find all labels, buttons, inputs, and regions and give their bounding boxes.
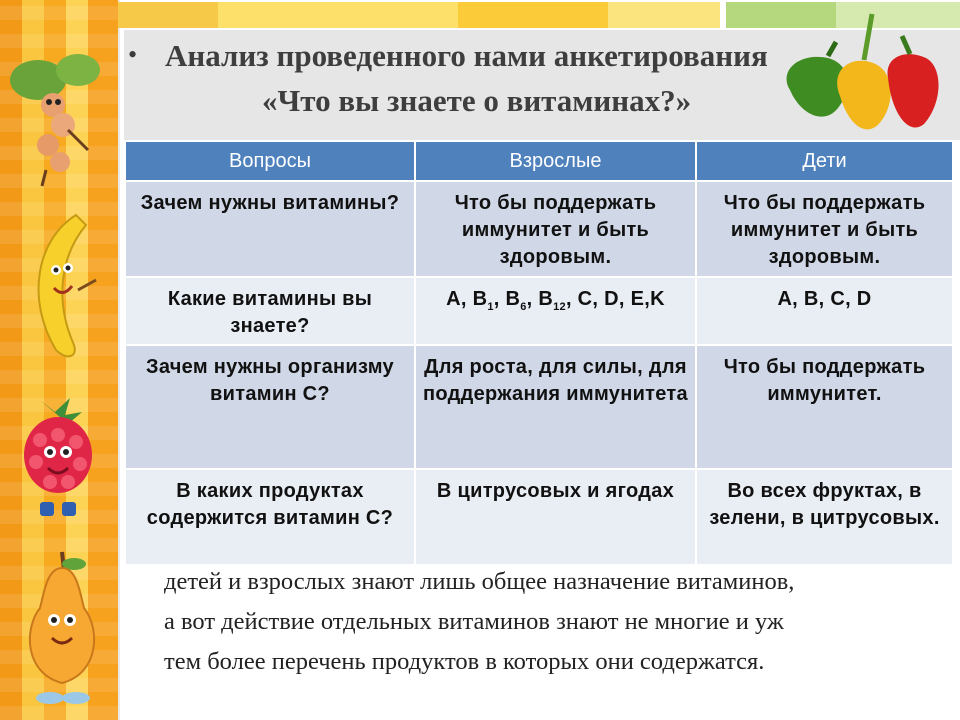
cell-children: Во всех фруктах, в зелени, в цитрусовых. — [696, 469, 953, 565]
vitamin-text: , C, D, E,K — [565, 288, 665, 310]
table-row — [125, 181, 953, 277]
page-title: Анализ проведенного нами анкетирования — [165, 38, 768, 73]
cell-question: Какие витамины вы знаете? — [125, 277, 415, 345]
conclusion-line: тем более перечень продуктов в которых они содержатся. — [164, 648, 765, 675]
cell-adults — [415, 277, 696, 345]
table-row — [125, 277, 953, 345]
conclusion-text — [164, 562, 954, 682]
vitamin-text: A, B — [446, 288, 488, 310]
header-children: Дети — [696, 141, 953, 181]
table-header-row — [125, 141, 953, 181]
cell-adults: Для роста, для силы, для поддержания иммунитета — [415, 345, 696, 469]
cell-children: Что бы поддержать иммунитет и быть здоровым. — [696, 181, 953, 277]
vitamin-text: , B — [526, 288, 554, 310]
pear-character-illustration — [12, 548, 112, 713]
cell-children: Что бы поддержать иммунитет. — [696, 345, 953, 469]
header-adults: Взрослые — [415, 141, 696, 181]
page-subtitle: «Что вы знаете о витаминах?» — [262, 83, 692, 118]
vitamin-subscript: 1 — [487, 301, 494, 313]
cell-question: В каких продуктах содержится витамин С? — [125, 469, 415, 565]
conclusion-line: детей и взрослых знают лишь общее назначение витаминов, — [164, 568, 795, 595]
cell-adults: В цитрусовых и ягодах — [415, 469, 696, 565]
cell-children: A, B, C, D — [696, 277, 953, 345]
cell-adults: Что бы поддержать иммунитет и быть здоровым. — [415, 181, 696, 277]
table-row — [125, 469, 953, 565]
cell-question: Зачем нужны витамины? — [125, 181, 415, 277]
table-row — [125, 345, 953, 469]
vitamin-text: , B — [493, 288, 521, 310]
conclusion-line: а вот действие отдельных витаминов знают не многие и уж — [164, 608, 784, 635]
vitamin-subscript: 12 — [553, 301, 566, 313]
survey-table — [124, 140, 954, 566]
peppers-illustration — [778, 8, 948, 138]
title-bullet: • — [128, 40, 138, 69]
banana-character-illustration — [16, 210, 106, 370]
vitamin-subscript: 6 — [520, 301, 527, 313]
header-questions: Вопросы — [125, 141, 415, 181]
cell-question: Зачем нужны организму витамин С? — [125, 345, 415, 469]
raspberry-character-illustration — [10, 390, 110, 530]
currant-character-illustration — [8, 40, 108, 190]
